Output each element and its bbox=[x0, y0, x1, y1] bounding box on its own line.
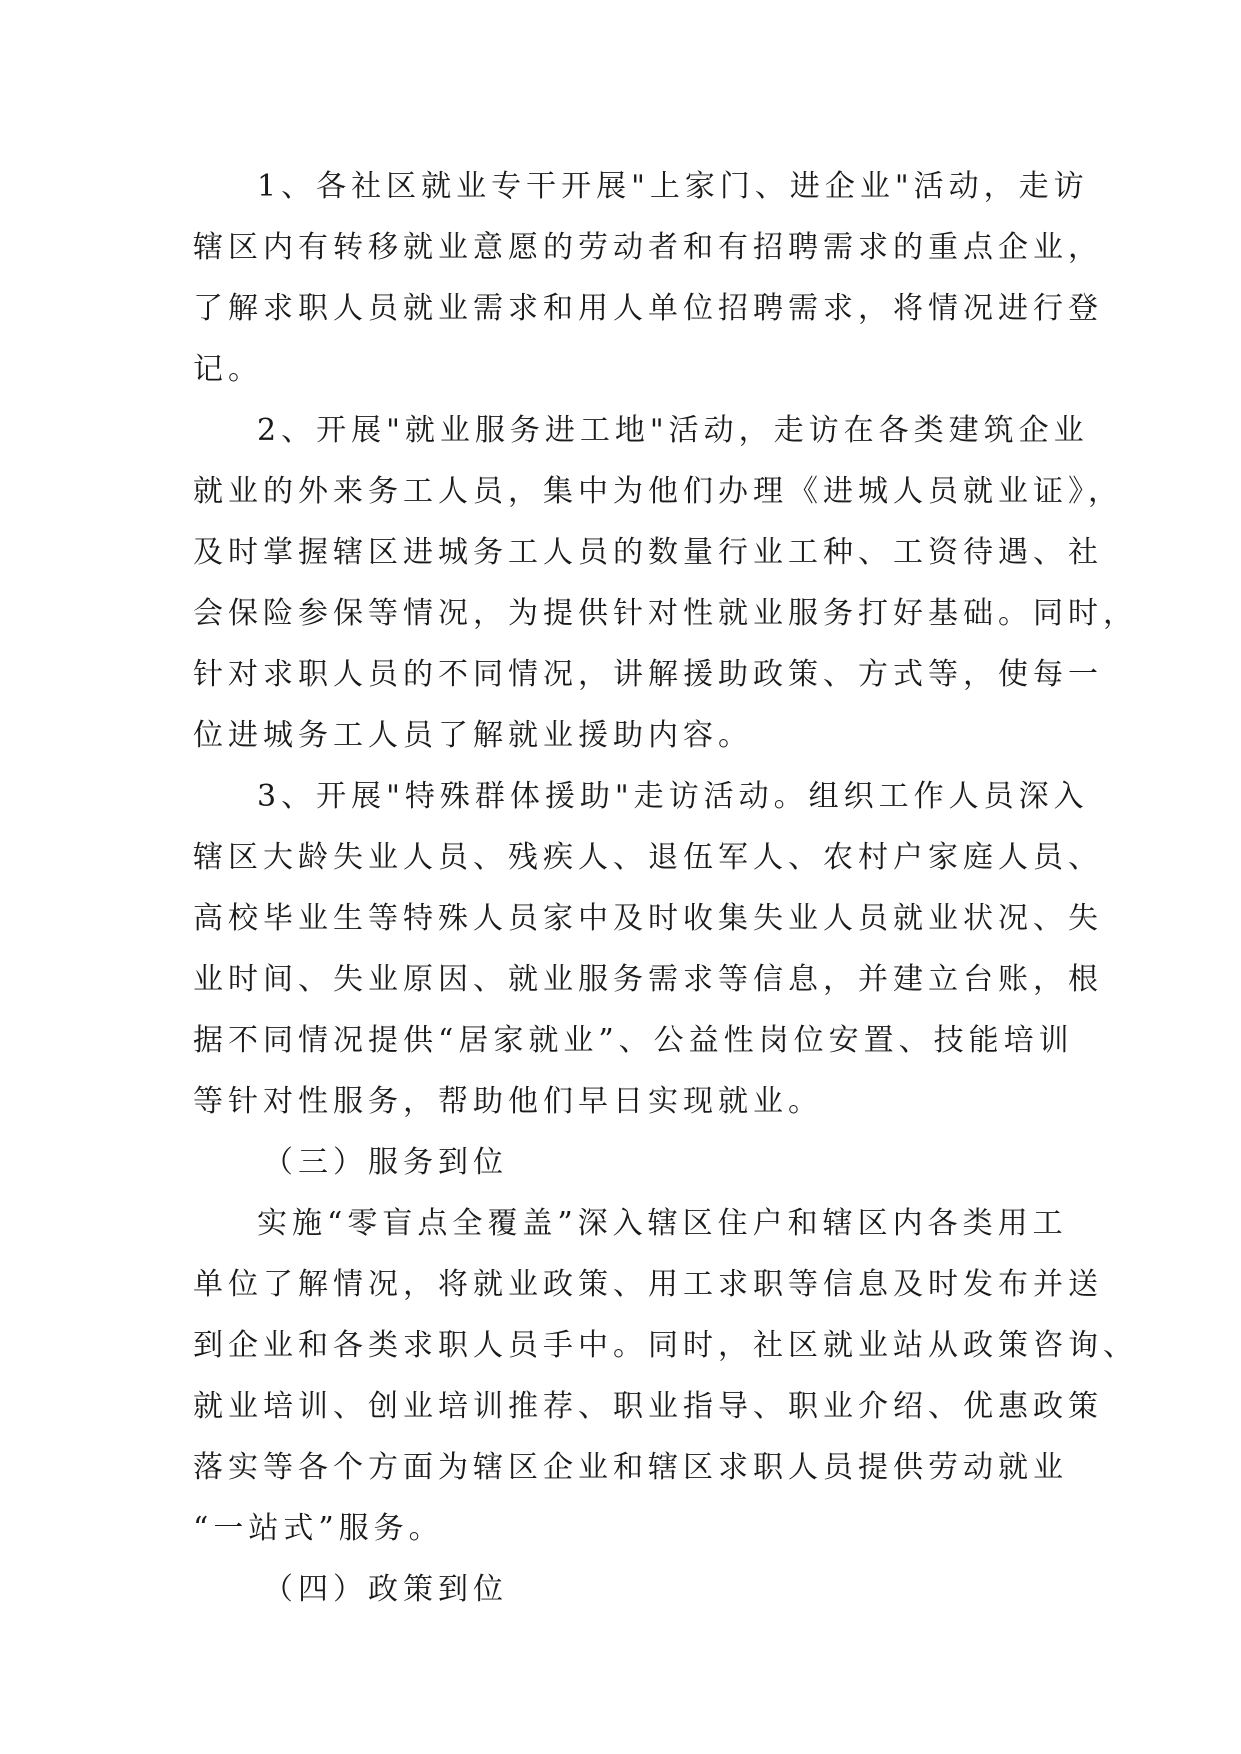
text-line: 记。 bbox=[193, 352, 263, 387]
paragraph-4 bbox=[193, 1193, 1138, 1559]
text-line: 就业培训、创业培训推荐、职业指导、职业介绍、优惠政策 bbox=[193, 1389, 1103, 1424]
text-line: 及时掌握辖区进城务工人员的数量行业工种、工资待遇、社 bbox=[193, 535, 1103, 570]
text-line: “一站式”服务。 bbox=[193, 1511, 444, 1546]
text-line: 辖区大龄失业人员、残疾人、退伍军人、农村户家庭人员、 bbox=[193, 840, 1103, 875]
text-line: 单位了解情况，将就业政策、用工求职等信息及时发布并送 bbox=[193, 1267, 1103, 1302]
text-line: 据不同情况提供“居家就业”、公益性岗位安置、技能培训 bbox=[193, 1023, 1074, 1058]
text-line: 了解求职人员就业需求和用人单位招聘需求，将情况进行登 bbox=[193, 291, 1103, 326]
document-body bbox=[193, 156, 1138, 1620]
text-line: 会保险参保等情况，为提供针对性就业服务打好基础。同时， bbox=[193, 596, 1138, 631]
text-line: 落实等各个方面为辖区企业和辖区求职人员提供劳动就业 bbox=[193, 1450, 1068, 1485]
text-line: 高校毕业生等特殊人员家中及时收集失业人员就业状况、失 bbox=[193, 901, 1103, 936]
text-line: 针对求职人员的不同情况，讲解援助政策、方式等，使每一 bbox=[193, 657, 1103, 692]
text-line: 位进城务工人员了解就业援助内容。 bbox=[193, 718, 753, 753]
paragraph-1 bbox=[193, 156, 1103, 400]
text-line: 到企业和各类求职人员手中。同时，社区就业站从政策咨询、 bbox=[193, 1328, 1138, 1363]
text-line: 等针对性服务，帮助他们早日实现就业。 bbox=[193, 1084, 823, 1119]
text-line: 2、开展"就业服务进工地"活动，走访在各类建筑企业 bbox=[257, 413, 1089, 448]
text-line: 就业的外来务工人员，集中为他们办理《进城人员就业证》， bbox=[193, 474, 1123, 509]
text-line: 辖区内有转移就业意愿的劳动者和有招聘需求的重点企业， bbox=[193, 230, 1103, 265]
text-line: 3、开展"特殊群体援助"走访活动。组织工作人员深入 bbox=[257, 779, 1089, 814]
section-heading-3: （三）服务到位 bbox=[263, 1145, 508, 1180]
paragraph-3 bbox=[193, 766, 1103, 1132]
section-heading-4: （四）政策到位 bbox=[263, 1572, 508, 1607]
paragraph-2 bbox=[193, 400, 1138, 766]
text-line: 1、各社区就业专干开展"上家门、进企业"活动，走访 bbox=[257, 169, 1089, 204]
text-line: 实施“零盲点全覆盖”深入辖区住户和辖区内各类用工 bbox=[257, 1206, 1068, 1241]
text-line: 业时间、失业原因、就业服务需求等信息，并建立台账，根 bbox=[193, 962, 1103, 997]
